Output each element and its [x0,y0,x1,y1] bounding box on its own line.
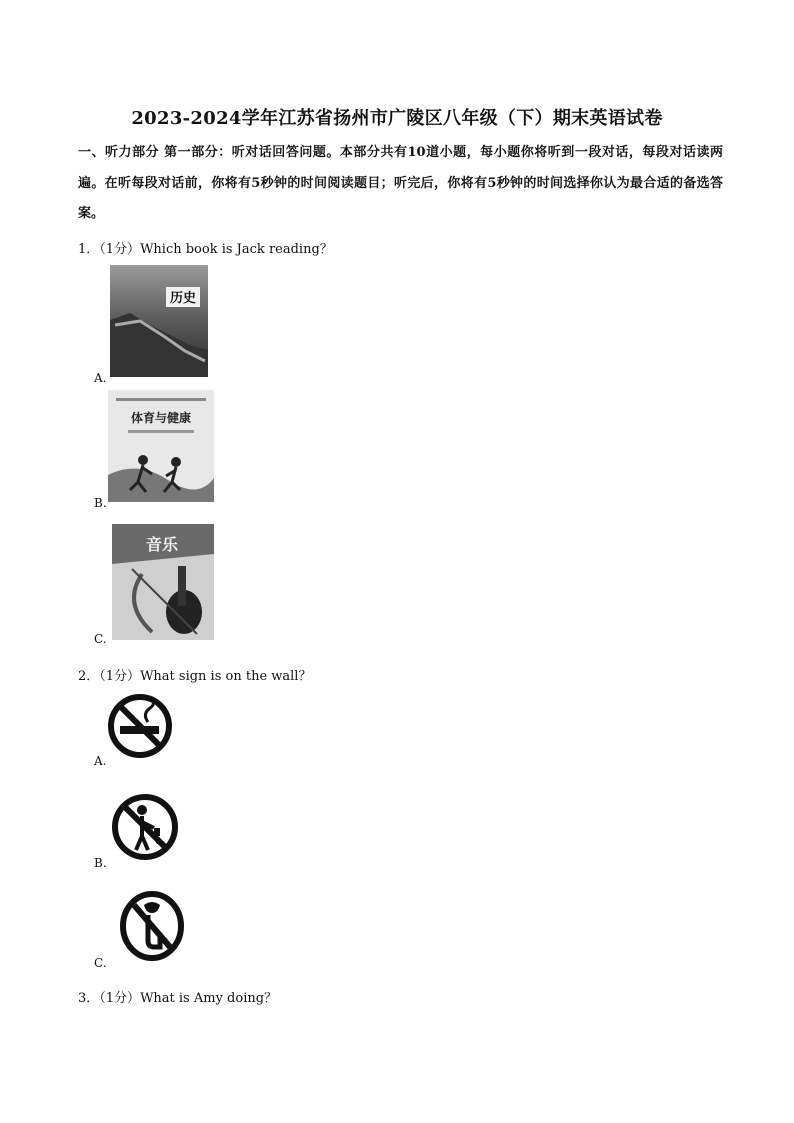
question-text: What is Amy doing？ [140,991,278,1006]
option-label: A. [94,754,107,768]
section-instructions-text: 本部分共有10道小题，每小题你将听到一段对话，每段对话读两遍。在听每段对话前，你将有5秒钟的时间阅读题目；听完后，你将有5秒钟的时间选择你认为最合适的备选答案。 [78,145,724,221]
question-text: Which book is Jack reading？ [140,242,333,257]
music-book-cover[interactable] [112,524,214,640]
question-text: What sign is on the wall？ [140,669,312,684]
option-label: C. [94,956,107,970]
music-cover-title: 音乐 [145,535,179,554]
question-score: （1分） [99,669,141,684]
pe-cover-title: 体育与健康 [130,411,192,425]
no-spitting-sign[interactable] [118,889,186,963]
history-book-cover[interactable] [110,265,208,377]
question-1 [78,238,333,257]
no-smoking-sign[interactable] [106,692,174,760]
option-label: C. [94,632,107,646]
question-2 [78,665,311,684]
page-title: 2023-2024学年江苏省扬州市广陵区八年级（下）期末英语试卷 [131,108,663,129]
question-number: 3． [78,991,100,1006]
question-number: 2． [78,669,100,684]
option-label: B. [94,496,107,510]
question-number: 1． [78,242,100,257]
section-heading: 一、听力部分 第一部分：听对话回答问题。 [78,145,340,160]
history-cover-title: 历史 [169,291,197,306]
no-littering-sign[interactable] [110,792,180,862]
section-instructions [78,138,723,230]
question-score: （1分） [99,242,141,257]
option-label: A. [94,371,107,385]
pe-health-book-cover[interactable] [108,390,214,502]
option-label: B. [94,856,107,870]
question-score: （1分） [99,991,141,1006]
question-3 [78,987,277,1006]
